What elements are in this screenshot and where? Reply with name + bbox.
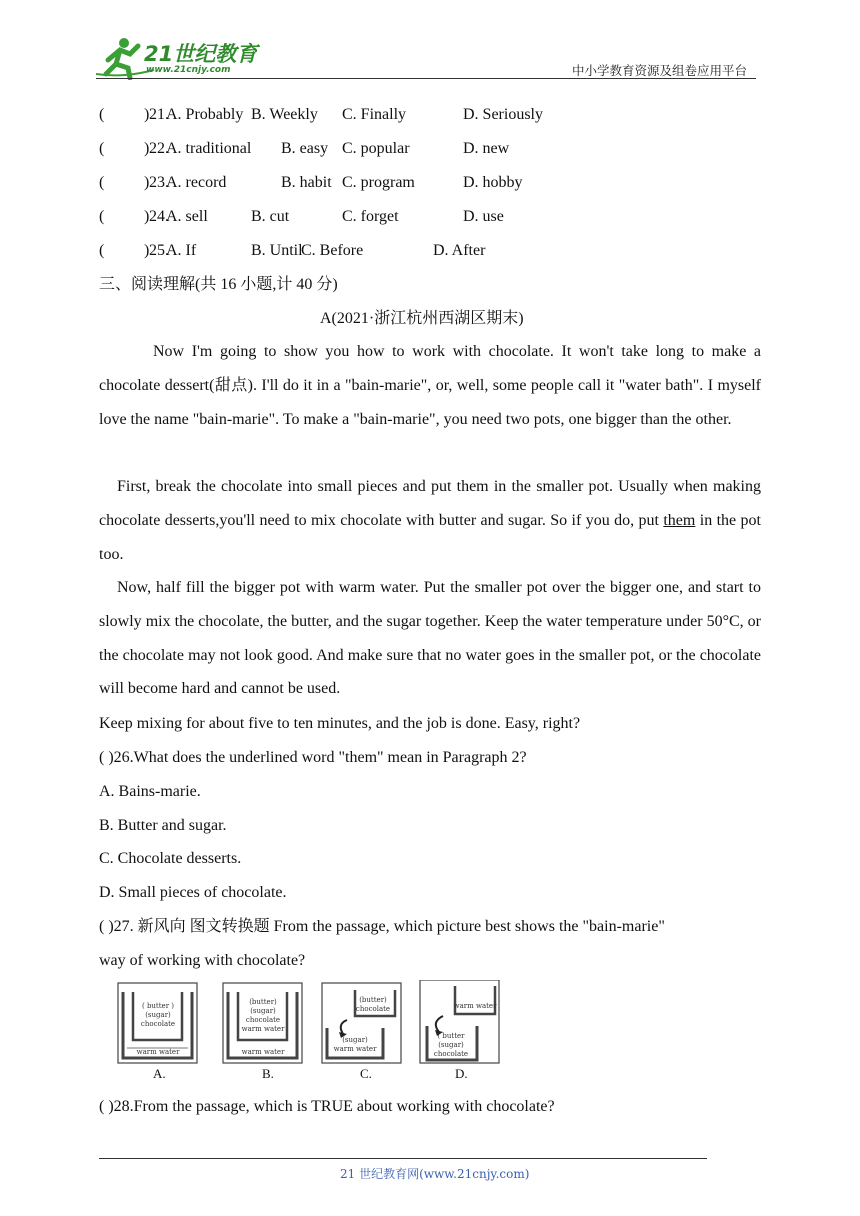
question-number: 25.: [149, 242, 169, 259]
option-a: A. record: [166, 174, 227, 191]
figure-label-c: C.: [360, 1066, 372, 1081]
paren: (: [99, 174, 105, 191]
figure-b-text-3: chocolate: [245, 1016, 281, 1024]
question-number: 24.: [149, 208, 169, 225]
paren-close: ): [144, 140, 150, 157]
paren: (: [99, 106, 105, 123]
section-title: 三、阅读理解(共 16 小题,计 40 分): [99, 276, 338, 293]
paragraph-2-text-b: in the pot too.: [99, 511, 762, 563]
passage-title: A(2021·浙江杭州西湖区期末): [320, 310, 524, 327]
header-right-text: 中小学教育资源及组卷应用平台: [572, 63, 748, 78]
option-a: A. If: [166, 242, 197, 259]
paragraph-3: [99, 571, 761, 706]
paren-close: ): [144, 242, 150, 259]
figure-panel: [115, 980, 505, 1066]
question-26-option-a: A. Bains-marie.: [99, 783, 201, 800]
option-d: D. hobby: [463, 174, 523, 191]
figure-c-text-2: chocolate: [355, 1005, 391, 1013]
question-26-option-b: B. Butter and sugar.: [99, 817, 227, 834]
option-c: C. program: [342, 174, 415, 191]
paren-close: ): [144, 208, 150, 225]
option-d: D. use: [463, 208, 504, 225]
figure-b: [223, 983, 302, 1063]
figure-b-text-1: (butter): [249, 998, 277, 1006]
logo-url: www.21cnjy.com: [146, 65, 231, 75]
figure-label-a: A.: [153, 1066, 166, 1081]
footer-rule: [99, 1158, 707, 1159]
figure-c: [322, 983, 401, 1063]
logo-title: 21世纪教育: [144, 42, 258, 66]
question-26-stem: ( )26.What does the underlined word "them" mean in Paragraph 2?: [99, 749, 527, 766]
option-b: B. habit: [281, 174, 332, 191]
option-c: C. popular: [342, 140, 410, 157]
option-b: B. Until: [251, 242, 303, 259]
option-d: D. new: [463, 140, 510, 157]
option-c: C. forget: [342, 208, 399, 225]
figure-d-text-3: (sugar): [438, 1041, 464, 1049]
question-26-option-c: C. Chocolate desserts.: [99, 850, 242, 867]
paren-close: ): [144, 174, 150, 191]
figure-a-text-3: chocolate: [140, 1020, 176, 1028]
question-number: 22.: [149, 140, 169, 157]
figure-label-d: D.: [455, 1066, 468, 1081]
option-b: B. easy: [281, 140, 329, 157]
figure-d-text-1: warm water: [453, 1002, 497, 1010]
question-27-stem-1: ( )27. 新风向 图文转换题 From the passage, which picture best shows the "bain-marie": [99, 918, 665, 935]
header-logo: [94, 34, 264, 80]
figure-c-text-3: (sugar): [342, 1036, 368, 1044]
option-b: B. Weekly: [251, 106, 318, 123]
option-d: D. Seriously: [463, 106, 543, 123]
figure-d: [420, 980, 499, 1063]
figure-a-text-4: warm water: [136, 1048, 180, 1056]
underlined-word: them: [663, 511, 696, 529]
paragraph-3-text: Now, half fill the bigger pot with warm water. Put the smaller pot over the bigger one, and start to slowly mix the chocolate, the butter, and the sugar together. Keep the water temperature under 50°C, or the chocolate may not look good. And make sure that no water goes in the smaller pot, or the chocolate will become hard and cannot be used.: [99, 579, 761, 698]
paragraph-2-text-a: First, break the chocolate into small pieces and put them in the smaller pot. Usually when making chocolate desserts,you'll need to mix chocolate with butter and sugar. So if you do, put: [99, 478, 761, 529]
header-rule: [96, 78, 756, 79]
paragraph-4: Keep mixing for about five to ten minutes, and the job is done. Easy, right?: [99, 715, 581, 732]
footer-text: 21 世纪教育网(www.21cnjy.com): [340, 1167, 530, 1181]
figure-c-text-4: warm water: [333, 1045, 377, 1053]
option-c: C. Before: [301, 242, 364, 259]
figure-a-text-1: ( butter ): [141, 1002, 175, 1010]
figure-d-text-4: chocolate: [433, 1050, 469, 1058]
figure-c-text-1: (butter): [359, 996, 387, 1004]
figure-b-text-4: warm water: [241, 1025, 285, 1033]
figure-b-text-2: (sugar): [250, 1007, 276, 1015]
paragraph-2: [99, 470, 761, 571]
figure-b-text-5: warm water: [241, 1048, 285, 1056]
figure-a-text-2: (sugar): [145, 1011, 171, 1019]
paragraph-1: [99, 335, 761, 436]
option-a: A. sell: [166, 208, 208, 225]
paren: (: [99, 208, 105, 225]
figure-a: [118, 983, 197, 1063]
question-27-stem-2: way of working with chocolate?: [99, 952, 306, 969]
paren-close: ): [144, 106, 150, 123]
option-a: A. Probably: [166, 106, 244, 123]
figure-d-text-2: ( butter: [437, 1032, 465, 1040]
question-28-stem: ( )28.From the passage, which is TRUE about working with chocolate?: [99, 1098, 555, 1115]
option-a: A. traditional: [166, 140, 252, 157]
paragraph-1-text: Now I'm going to show you how to work with chocolate. It won't take long to make a chocolate dessert(甜点). I'll do it in a "bain-marie", or, well, some people call it "water bath". I myself love the name "bain-marie". To make a "bain-marie", you need two pots, one bigger than the other.: [99, 343, 761, 428]
figure-label-b: B.: [262, 1066, 274, 1081]
option-c: C. Finally: [342, 106, 407, 123]
question-number: 23.: [149, 174, 169, 191]
question-number: 21.: [149, 106, 169, 123]
paren: (: [99, 242, 105, 259]
paren: (: [99, 140, 105, 157]
option-d: D. After: [433, 242, 486, 259]
option-b: B. cut: [251, 208, 290, 225]
question-26-option-d: D. Small pieces of chocolate.: [99, 884, 287, 901]
